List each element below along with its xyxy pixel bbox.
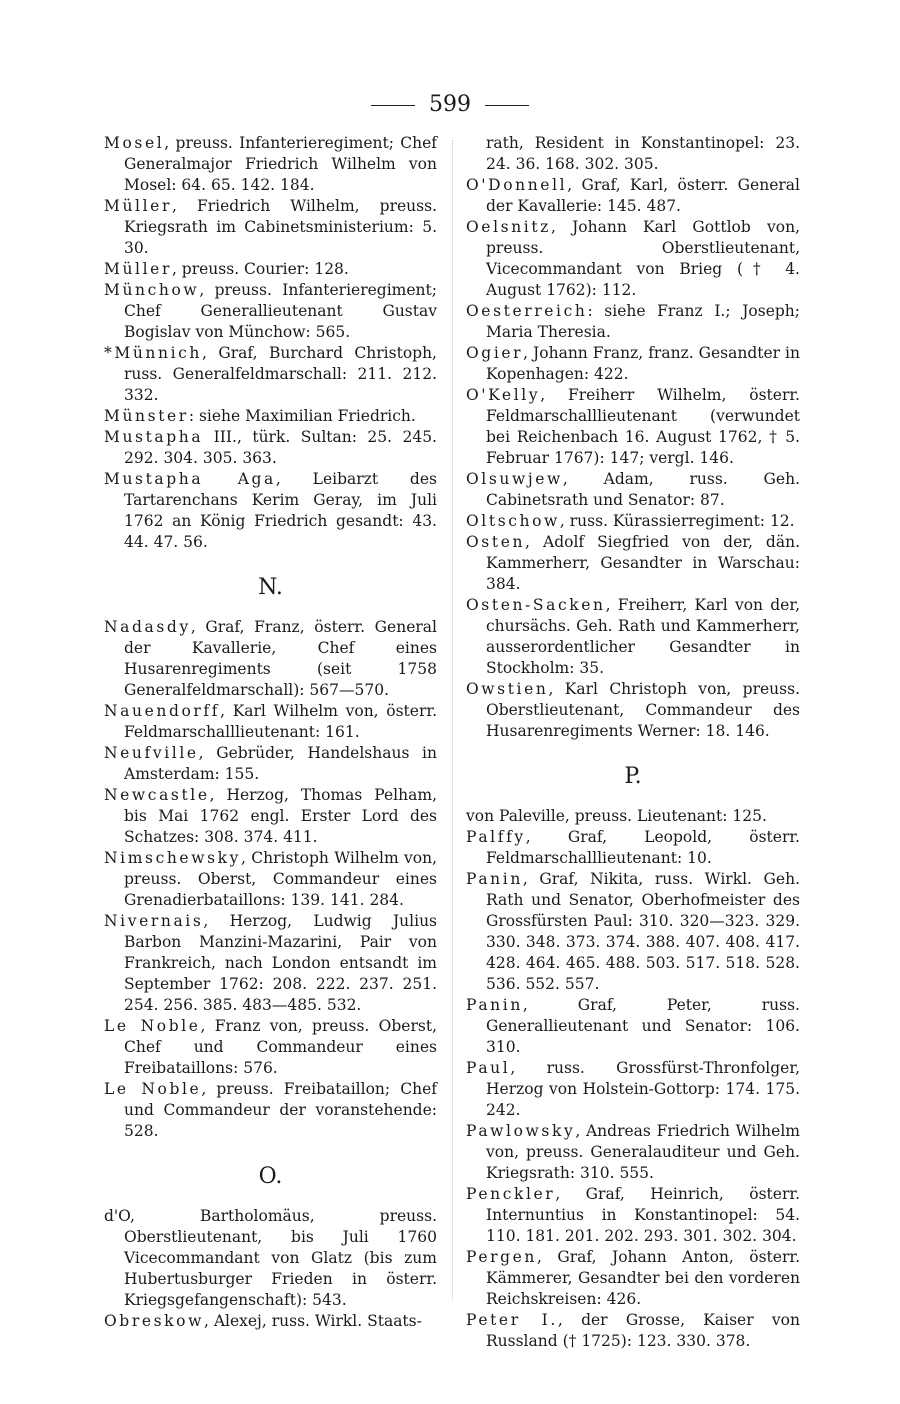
index-entry — [104, 1016, 437, 1079]
index-entry — [104, 848, 437, 911]
index-entry — [466, 827, 800, 869]
index-entry — [104, 196, 437, 259]
entry-headword: O'Kelly — [466, 386, 541, 404]
entry-headword: Panin — [466, 870, 523, 888]
index-column-left — [104, 133, 437, 1332]
index-entry — [104, 280, 437, 343]
entry-text: , Graf, Leopold, österr. Feldmarschalllieutenant: 10. — [486, 828, 800, 867]
index-entry — [466, 133, 800, 175]
entry-text: III., türk. Sultan: 25. 245. 292. 304. 305. 363. — [124, 428, 437, 467]
index-entry — [104, 701, 437, 743]
entry-headword: O'Donnell — [466, 176, 568, 194]
entry-text: von Paleville, preuss. Lieutenant: 125. — [466, 807, 767, 825]
index-entry — [466, 1310, 800, 1352]
index-entry — [104, 785, 437, 848]
entry-text: , Graf, Johann Anton, österr. Kämmerer, Gesandter bei den vorderen Reichskreisen: 426. — [486, 1248, 800, 1308]
entry-headword: Mustapha Aga — [104, 470, 276, 488]
entry-text: , Adolf Siegfried von der, dän. Kammerherr, Gesandter in Warschau: 384. — [486, 533, 800, 593]
index-entry — [104, 133, 437, 196]
entry-text: d'O, Bartholomäus, preuss. Oberstlieutenant, bis Juli 1760 Vicecommandant von Glatz (bis zum Hubertusburger Frieden in österr. Kriegsgefangenschaft): 543. — [104, 1207, 437, 1309]
entry-text: , Gebrüder, Handelshaus in Amsterdam: 155. — [124, 744, 437, 783]
entry-headword: Ogier — [466, 344, 524, 362]
entry-text: , Alexej, russ. Wirkl. Staats- — [203, 1312, 422, 1330]
index-entry — [466, 1121, 800, 1184]
entry-text: , Freiherr Wilhelm, österr. Feldmarschalllieutenant (verwundet bei Reichenbach 16. August 1762, † 5. Februar 1767): 147; vergl. 146. — [486, 386, 800, 467]
entry-text: , Graf, Karl, österr. General der Kavallerie: 145. 487. — [486, 176, 800, 215]
entry-text: , Christoph Wilhelm von, preuss. Oberst, Commandeur eines Grenadierbataillons: 139. 141. 284. — [124, 849, 437, 909]
entry-text: , russ. Kürassierregiment: 12. — [559, 512, 795, 530]
entry-headword: Oesterreich — [466, 302, 588, 320]
column-divider — [452, 140, 453, 1300]
index-entry — [466, 679, 800, 742]
section-letter: O. — [258, 1164, 283, 1189]
entry-text: , Graf, Burchard Christoph, russ. Generalfeldmarschall: 211. 212. 332. — [124, 344, 437, 404]
entry-text: , Johann Franz, franz. Gesandter in Kopenhagen: 422. — [486, 344, 800, 383]
entry-text: , der Grosse, Kaiser von Russland († 1725): 123. 330. 378. — [486, 1311, 800, 1350]
header-rule-right — [485, 105, 529, 106]
entry-headword: Mustapha — [104, 428, 204, 446]
entry-headword: Owstien — [466, 680, 549, 698]
index-entry — [104, 1079, 437, 1142]
entry-headword: Müller — [104, 197, 172, 215]
index-entry — [466, 175, 800, 217]
entry-text: , Herzog, Ludwig Julius Barbon Manzini-Mazarini, Pair von Frankreich, nach London entsandt im September 1762: 208. 222. 237. 251. 254. 256. 385. 483—485. 532. — [124, 912, 437, 1014]
entry-headword: Newcastle — [104, 786, 210, 804]
entry-headword: Münster — [104, 407, 189, 425]
entry-headword: Nadasdy — [104, 618, 191, 636]
entry-headword: Palffy — [466, 828, 526, 846]
index-entry — [466, 385, 800, 469]
entry-headword: Le Noble — [104, 1017, 201, 1035]
index-entry — [466, 343, 800, 385]
entry-text: , preuss. Freibataillon; Chef und Commandeur der voranstehende: 528. — [124, 1080, 437, 1140]
entry-text: rath, Resident in Konstantinopel: 23. 24. 36. 168. 302. 305. — [486, 134, 800, 173]
page-header — [0, 92, 900, 117]
index-entry — [466, 217, 800, 301]
entry-headword: Le Noble — [104, 1080, 202, 1098]
entry-headword: Panin — [466, 996, 523, 1014]
entry-headword: Penckler — [466, 1185, 556, 1203]
index-entry — [466, 511, 800, 532]
entry-text: , Karl Wilhelm von, österr. Feldmarschalllieutenant: 161. — [124, 702, 437, 741]
entry-text: , Freiherr, Karl von der, chursächs. Geh. Rath und Kammerherr, ausserordentlicher Gesandter in Stockholm: 35. — [486, 596, 800, 677]
section-letter: N. — [258, 575, 283, 600]
entry-text: , Franz von, preuss. Oberst, Chef und Commandeur eines Freibataillons: 576. — [124, 1017, 437, 1077]
index-entry — [104, 1206, 437, 1311]
entry-headword: Nauendorff — [104, 702, 221, 720]
entry-headword: Pergen — [466, 1248, 537, 1266]
entry-text: , Leibarzt des Tartarenchans Kerim Geray, im Juli 1762 an König Friedrich gesandt: 43. 44. 47. 56. — [124, 470, 437, 551]
entry-headword: Paul — [466, 1059, 511, 1077]
entry-text: , Graf, Nikita, russ. Wirkl. Geh. Rath und Senator, Oberhofmeister des Grossfürsten Paul: 310. 320—323. 329. 330. 348. 373. 374. 388. 407. 408. 417. 428. 464. 465. 488. 503. 517. 518. 528. 536. 552. 557. — [486, 870, 800, 993]
index-entry — [104, 469, 437, 553]
entry-headword: Münchow — [104, 281, 200, 299]
entry-text: , preuss. Infanterieregiment; Chef Generalmajor Friedrich Wilhelm von Mosel: 64. 65. 142. 184. — [124, 134, 437, 194]
entry-text: , preuss. Infanterieregiment; Chef Generallieutenant Gustav Bogislav von Münchow: 565. — [124, 281, 437, 341]
entry-text: , preuss. Courier: 128. — [171, 260, 349, 278]
index-entry — [466, 869, 800, 995]
entry-headword: Obreskow — [104, 1312, 204, 1330]
entry-headword: *Münnich — [104, 344, 202, 362]
entry-text: , russ. Grossfürst-Thronfolger, Herzog von Holstein-Gottorp: 174. 175. 242. — [486, 1059, 800, 1119]
index-entry — [104, 406, 437, 427]
index-entry — [466, 595, 800, 679]
entry-text: , Andreas Friedrich Wilhelm von, preuss. Generalauditeur und Geh. Kriegsrath: 310. 555. — [486, 1122, 800, 1182]
index-entry — [466, 469, 800, 511]
header-rule-left — [371, 105, 415, 106]
entry-headword: Pawlowsky — [466, 1122, 576, 1140]
page-number: 599 — [429, 92, 471, 117]
entry-headword: Müller — [104, 260, 172, 278]
index-entry — [104, 1311, 437, 1332]
entry-text: : siehe Franz I.; Joseph; Maria Theresia. — [486, 302, 800, 341]
entry-text: , Karl Christoph von, preuss. Oberstlieutenant, Commandeur des Husarenregiments Werner: 18. 146. — [486, 680, 800, 740]
index-entry — [466, 1184, 800, 1247]
index-entry — [466, 1058, 800, 1121]
index-entry — [104, 743, 437, 785]
entry-headword: Oelsnitz — [466, 218, 551, 236]
entry-headword: Oltschow — [466, 512, 560, 530]
entry-headword: Olsuwjew — [466, 470, 563, 488]
entry-headword: Nimschewsky — [104, 849, 241, 867]
index-entry — [466, 1247, 800, 1310]
entry-text: , Friedrich Wilhelm, preuss. Kriegsrath im Cabinetsministerium: 5. 30. — [124, 197, 437, 257]
index-column-right — [466, 133, 800, 1352]
entry-text: : siehe Maximilian Friedrich. — [188, 407, 416, 425]
index-entry — [104, 259, 437, 280]
entry-text: , Graf, Heinrich, österr. Internuntius in Konstantinopel: 54. 110. 181. 201. 202. 293. 301. 302. 304. — [486, 1185, 800, 1245]
index-entry — [466, 806, 800, 827]
index-entry — [466, 532, 800, 595]
index-entry — [104, 427, 437, 469]
index-entry — [104, 343, 437, 406]
index-entry — [104, 617, 437, 701]
entry-headword: Mosel — [104, 134, 165, 152]
entry-headword: Osten-Sacken — [466, 596, 606, 614]
entry-text: , Graf, Peter, russ. Generallieutenant und Senator: 106. 310. — [486, 996, 800, 1056]
entry-headword: Peter I. — [466, 1311, 558, 1329]
entry-text: , Graf, Franz, österr. General der Kavallerie, Chef eines Husarenregiments (seit 1758 Generalfeldmarschall): 567—570. — [124, 618, 437, 699]
index-entry — [104, 911, 437, 1016]
entry-headword: Osten — [466, 533, 526, 551]
index-entry — [466, 301, 800, 343]
section-letter: P. — [624, 764, 642, 789]
entry-text: , Adam, russ. Geh. Cabinetsrath und Senator: 87. — [486, 470, 800, 509]
entry-headword: Neufville — [104, 744, 199, 762]
entry-headword: Nivernais — [104, 912, 204, 930]
entry-text: , Herzog, Thomas Pelham, bis Mai 1762 engl. Erster Lord des Schatzes: 308. 374. 411. — [124, 786, 437, 846]
entry-text: , Johann Karl Gottlob von, preuss. Oberstlieutenant, Vicecommandant von Brieg († 4. August 1762): 112. — [486, 218, 800, 299]
index-entry — [466, 995, 800, 1058]
